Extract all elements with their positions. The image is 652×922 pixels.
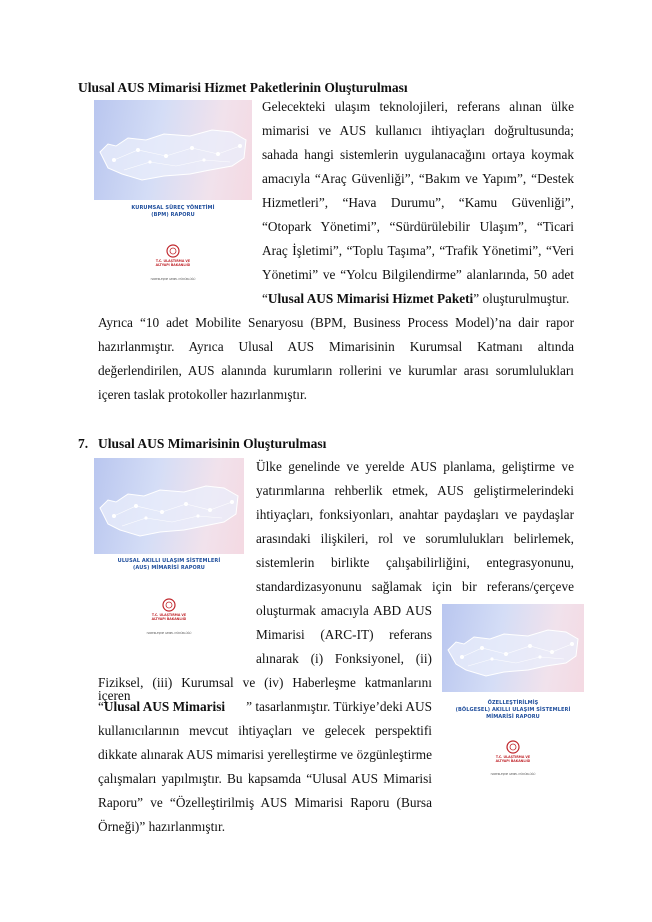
paragraph-line: “Otopark Yönetimi”, “Sürdürülebilir Ulaşım”, “Ticari	[262, 219, 574, 234]
paragraph-line: Yönetimi” ve “Yolcu Bilgilendirme” alanlarında, 50 adet	[262, 267, 574, 282]
ministry-seal-icon	[162, 598, 176, 612]
regional-aus-architecture-report-cover-image	[442, 604, 584, 782]
department-name: HABERLEŞME GENEL MÜDÜRLÜĞÜ	[490, 773, 536, 776]
cover-title-line: ÖZELLEŞTİRİLMİŞ	[487, 700, 539, 706]
paragraph-line: içeren taslak protokoller hazırlanmıştır.	[98, 387, 307, 402]
paragraph-line: sistemlerin birlikte çalışabilirliğini, entegrasyonunu,	[256, 555, 574, 570]
paragraph-line: dikkate alınarak AUS mimarisi yerelleştirme ve özgünleştirme	[98, 747, 432, 762]
section-heading-hizmet-paketleri: Ulusal AUS Mimarisi Hizmet Paketlerinin Oluşturulması	[78, 80, 408, 95]
paragraph-line: kullanıcılarının mevcut ihtiyaçları ve gelecek perspektifi	[98, 723, 432, 738]
department-name: HABERLEŞME GENEL MÜDÜRLÜĞÜ	[146, 632, 192, 635]
paragraph-line: Gelecekteki ulaşım teknolojileri, referans alınan ülke	[262, 99, 574, 114]
paragraph-line: oluşturmak amacıyla ABD AUS	[256, 603, 432, 618]
department-name: HABERLEŞME GENEL MÜDÜRLÜĞÜ	[150, 278, 196, 281]
paragraph-line: Ülke genelinde ve yerelde AUS planlama, geliştirme ve	[256, 459, 574, 474]
paragraph-line: mimarisi ve AUS kullanıcı ihtiyaçları doğrultusunda;	[262, 123, 574, 138]
paragraph-line: yatırımlarına rehberlik etmek, AUS geliştirmelerindeki	[256, 483, 574, 498]
bold-term: Ulusal AUS Mimarisi	[103, 699, 226, 714]
bold-term: Ulusal AUS Mimarisi Hizmet Paketi	[267, 291, 474, 306]
cover-title-line: (BPM) RAPORU	[151, 211, 195, 218]
paragraph-line: Ayrıca “10 adet Mobilite Senaryosu (BPM, Business Process Model)’na dair rapor	[98, 315, 574, 330]
section-heading-aus-mimarisi: Ulusal AUS Mimarisinin Oluşturulması	[98, 436, 327, 451]
cover-title-line: (BÖLGESEL) AKILLI ULAŞIM SİSTEMLERİ	[455, 706, 571, 713]
cover-title-line: MİMARİSİ RAPORU	[486, 713, 540, 720]
paragraph-line: Mimarisi (ARC-IT) referans	[256, 627, 432, 642]
turkey-map-icon	[94, 100, 252, 200]
cover-title-line: ULUSAL AKILLI ULAŞIM SİSTEMLERİ	[117, 558, 221, 564]
paragraph-line: amacıyla “Araç Güvenliği”, “Bakım ve Yapım”, “Destek	[262, 171, 574, 186]
aus-architecture-report-cover-image	[94, 458, 244, 644]
paragraph-line: sahada hangi sistemlerin uygulanacağını ortaya koymak	[262, 147, 574, 162]
turkey-map-icon	[94, 458, 244, 554]
turkey-map-icon	[442, 604, 584, 692]
paragraph-line: ihtiyaçları, fonksiyonları, anahtar paydaşları ve paydaşlar	[256, 507, 574, 522]
paragraph-line: Raporu” ve “Özelleştirilmiş AUS Mimarisi Raporu (Bursa	[98, 795, 432, 810]
paragraph-line: Araç İşletimi”, “Toplu Taşıma”, “Trafik Yönetimi”, “Veri	[262, 243, 574, 258]
paragraph-line: Örneği)” hazırlanmıştır.	[98, 819, 226, 834]
ministry-name-line: ALTYAPI BAKANLIĞI	[151, 616, 187, 621]
paragraph-line: hazırlanmıştır. Ayrıca Ulusal AUS Mimarisinin Kurumsal Katmanı altında	[98, 339, 574, 354]
paragraph-line: değerlendirilen, AUS alanında kurumların rollerini ve kurumlar arası sorumlulukları	[98, 363, 574, 378]
paragraph-line: arasındaki ilişkileri, rol ve sorumlulukları belirlemek,	[256, 531, 574, 546]
ministry-seal-icon	[506, 740, 520, 754]
ministry-name-line: T.C. ULAŞTIRMA VE	[155, 259, 191, 263]
ministry-seal-icon	[166, 244, 180, 258]
section-number: 7.	[78, 436, 89, 451]
bpm-report-cover-image	[94, 100, 252, 290]
paragraph-line: Hizmetleri”, “Hava Durumu”, “Kamu Güvenliği”,	[262, 195, 574, 210]
ministry-name-line: ALTYAPI BAKANLIĞI	[495, 758, 531, 763]
paragraph-line: alınarak (i) Fonksiyonel, (ii)	[256, 651, 432, 666]
ministry-name-line: T.C. ULAŞTIRMA VE	[151, 613, 187, 617]
cover-title-line: (AUS) MİMARİSİ RAPORU	[133, 564, 205, 571]
paragraph-line-with-bold: “Ulusal AUS Mimarisi ” tasarlanmıştır. Türkiye’deki AUS	[98, 699, 432, 714]
paragraph-line: standardizasyonunu sağlamak için bir referans/çerçeve	[256, 579, 574, 594]
paragraph-line-with-bold: “Ulusal AUS Mimarisi Hizmet Paketi” oluşturulmuştur.	[262, 291, 570, 306]
paragraph-line: Fiziksel, (iii) Kurumsal ve (iv) Haberleşme katmanlarını içeren	[98, 675, 432, 704]
ministry-name-line: ALTYAPI BAKANLIĞI	[155, 262, 191, 267]
cover-title-line: KURUMSAL SÜREÇ YÖNETİMİ	[131, 205, 215, 211]
paragraph-line: çalışmaları yapılmıştır. Bu kapsamda “Ulusal AUS Mimarisi	[98, 771, 432, 786]
ministry-name-line: T.C. ULAŞTIRMA VE	[495, 755, 531, 759]
